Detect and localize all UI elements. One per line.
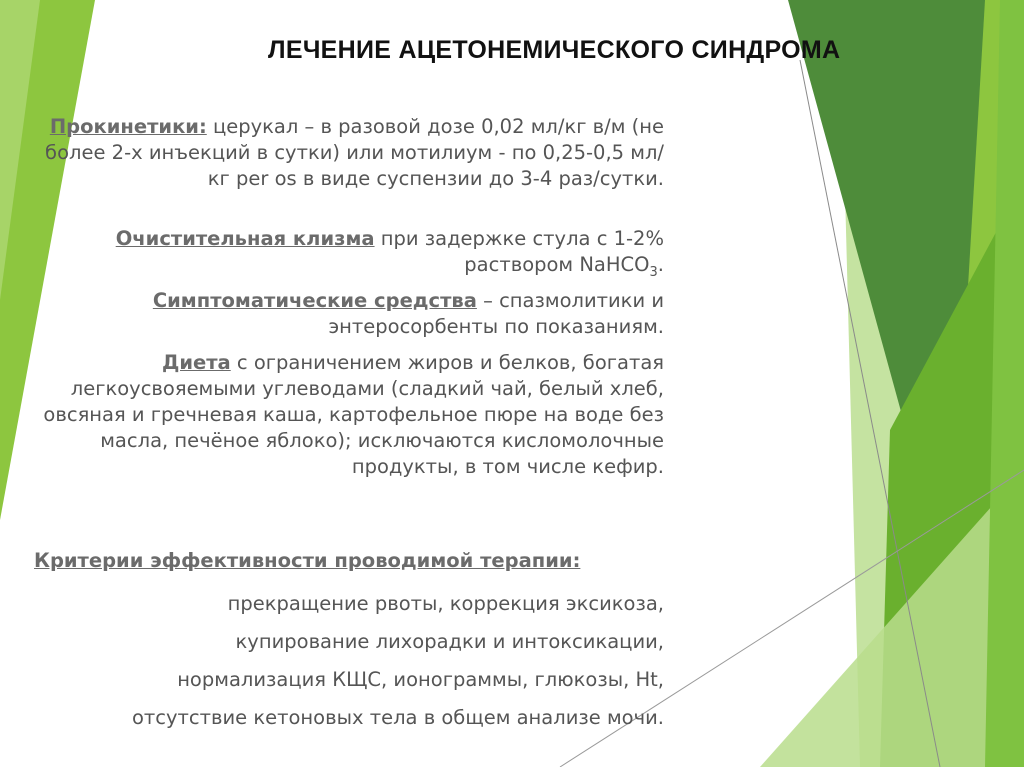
criteria-heading: Критерии эффективности проводимой терапии: [34,549,581,572]
term-enema: Очистительная клизма [115,227,375,250]
term-symptomatic: Симптоматические средства [152,289,477,312]
paragraph-enema [30,226,664,286]
text-diet: с ограничением жиров и белков, богатая легкоусвояемыми углеводами (сладкий чай, белый хлеб, овсяная и гречневая каша, картофельное пюре на воде без масла, печёное яблоко); исключаются кисломолочные продукты, в том числе кефир. [43,351,664,478]
text-symptomatic: – спазмолитики и энтеросорбенты по показаниям. [328,289,664,338]
term-diet: Диета [162,351,231,374]
text-enema-tail: . [657,253,664,276]
text-prokinetics: церукал – в разовой дозе 0,02 мл/кг в/м (не более 2-х инъекций в сутки) или мотилиум - по 0,25-0,5 мл/кг per os в виде суспензии до 3-4 раз/сутки. [45,115,664,190]
paragraph-diet [30,350,664,480]
subscript-3: 3 [649,264,658,280]
text-enema: при задержке стула с 1-2% раствором NaHCO [374,227,664,276]
paragraph-prokinetics [30,114,664,192]
criteria-item: прекращение рвоты, коррекция эксикоза, [227,592,664,615]
criteria-item: нормализация КЩС, ионограммы, глюкозы, Ht, [177,668,664,691]
criteria-item: отсутствие кетоновых тела в общем анализе мочи. [132,706,664,729]
term-prokinetics: Прокинетики: [49,115,207,138]
criteria-item: купирование лихорадки и интоксикации, [235,630,664,653]
slide-title: ЛЕЧЕНИЕ АЦЕТОНЕМИЧЕСКОГО СИНДРОМА [268,36,841,64]
paragraph-symptomatic [30,288,664,340]
